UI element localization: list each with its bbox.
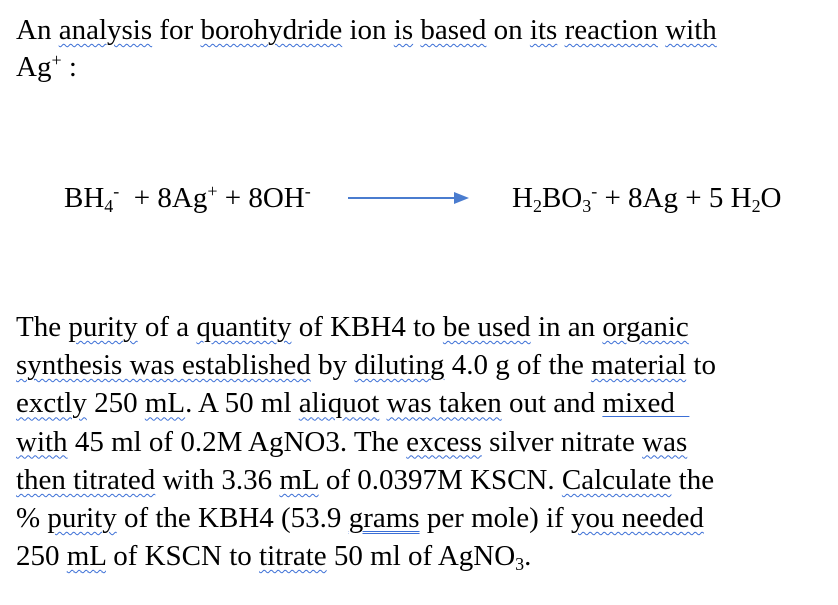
intro-word: reaction (564, 14, 658, 46)
equation-products: $H_2BO_3^- + 8Ag + 5$ $H_2O$ (512, 181, 782, 217)
silver-ion: Ag+ (16, 50, 62, 83)
problem-line: then titrated with 3.36 mL of 0.0397M KSCN. Calculate the (16, 463, 715, 496)
intro-word: for (159, 14, 194, 46)
intro-word: with (665, 14, 717, 46)
problem-line: 250 mL of KSCN to titrate 50 ml of AgNO$_3$. (16, 540, 532, 575)
intro-word: its (529, 14, 558, 46)
reaction-equation (0, 178, 838, 222)
intro-word: based (420, 14, 487, 46)
equation-reactants: $BH_4^- + 8Ag^+ + 8OH^-$ (64, 181, 311, 217)
problem-line: The purity of a quantity of KBH4 to be used in an organic (16, 311, 689, 343)
problem-line: exctly 250 mL. A 50 ml aliquot was taken out and mixed (16, 387, 690, 420)
intro-word: ion (349, 14, 387, 46)
reaction-arrow-icon (348, 188, 470, 208)
problem-paragraph (16, 308, 826, 575)
intro-colon: : (61, 51, 77, 83)
intro-word: borohydride (200, 14, 343, 46)
intro-word: analysis (58, 14, 153, 46)
problem-line: with 45 ml of 0.2M AgNO3. The excess silver nitrate was (16, 425, 688, 458)
intro-word: on (493, 14, 523, 46)
intro-paragraph (16, 12, 826, 86)
problem-line: % purity of the KBH4 (53.9 grams per mole) if you needed (16, 502, 704, 535)
intro-word: An (16, 14, 52, 46)
intro-word: is (393, 14, 414, 46)
problem-line: synthesis was established by diluting 4.0 g of the material to (16, 349, 716, 382)
